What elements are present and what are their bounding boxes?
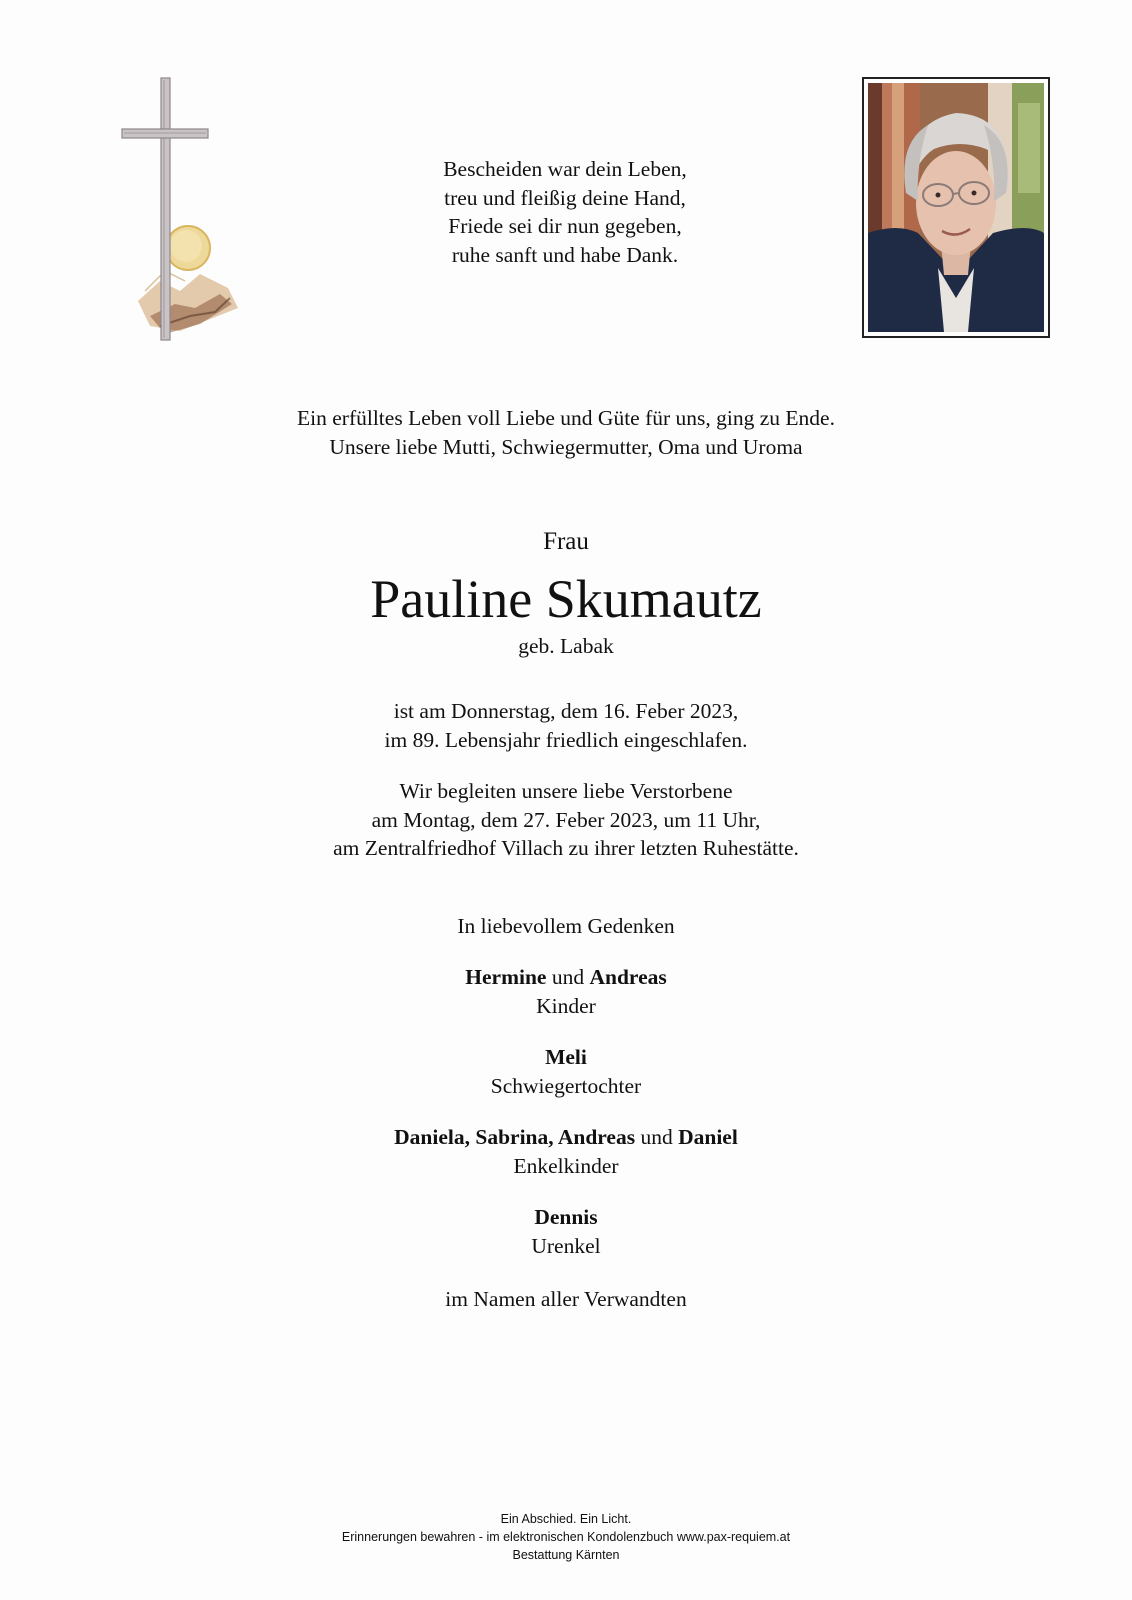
footer-line: Ein Abschied. Ein Licht. [500, 1512, 632, 1526]
family-group-great-grandchild [0, 1203, 1132, 1260]
family-name: Andreas [589, 965, 667, 989]
family-relation: Kinder [536, 993, 596, 1018]
memory-line: In liebevollem Gedenken [457, 914, 675, 938]
deceased-name: Pauline Skumautz [370, 569, 762, 629]
poem-line: Friede sei dir nun gegeben, [448, 214, 682, 238]
family-names [0, 1123, 1132, 1152]
funeral-notice-line: am Zentralfriedhof Villach zu ihrer letzten Ruhestätte. [333, 836, 799, 860]
poem-line: treu und fleißig deine Hand, [444, 185, 686, 210]
portrait-photo-icon [868, 83, 1044, 332]
death-notice-line: ist am Donnerstag, dem 16. Feber 2023, [393, 699, 739, 723]
maiden-name: geb. Labak [518, 634, 614, 658]
poem-line: Bescheiden war dein Leben, [443, 157, 687, 181]
family-group-daughter-in-law [0, 1043, 1132, 1100]
funeral-notice [0, 777, 1132, 863]
family-group-grandchildren [0, 1123, 1132, 1180]
family-connector: und [546, 965, 590, 989]
footer-line: Bestattung Kärnten [512, 1548, 620, 1562]
funeral-notice-line: am Montag, dem 27. Feber 2023, um 11 Uhr, [371, 807, 761, 832]
family-names [0, 1043, 1132, 1072]
portrait-photo [862, 77, 1050, 338]
poem [330, 155, 800, 269]
footer-line: Erinnerungen bewahren - im elektronischen Kondolenzbuch www.pax-requiem.at [341, 1530, 791, 1544]
family-group-children [0, 963, 1132, 1020]
poem-line: ruhe sanft und habe Dank. [451, 242, 679, 267]
family-name: Hermine [465, 965, 547, 989]
footer [0, 1510, 1132, 1564]
family-relation: Enkelkinder [513, 1153, 619, 1178]
family-connector: und [635, 1125, 679, 1149]
family-name: Daniela, Sabrina, Andreas [394, 1125, 636, 1149]
family-names [0, 1203, 1132, 1232]
death-notice-line: im 89. Lebensjahr friedlich eingeschlafen. [384, 727, 748, 752]
family-relation: Urenkel [531, 1233, 601, 1258]
intro-text [0, 404, 1132, 461]
funeral-notice-line: Wir begleiten unsere liebe Verstorbene [399, 779, 733, 803]
death-notice [0, 697, 1132, 754]
closing-line: im Namen aller Verwandten [445, 1287, 687, 1311]
family-name: Meli [545, 1045, 587, 1069]
cross-illustration-icon [120, 76, 245, 346]
family-relation: Schwiegertochter [490, 1073, 642, 1098]
salutation: Frau [543, 528, 589, 555]
family-name: Daniel [678, 1125, 738, 1149]
intro-line: Unsere liebe Mutti, Schwiegermutter, Oma und Uroma [329, 434, 803, 459]
intro-line: Ein erfülltes Leben voll Liebe und Güte für uns, ging zu Ende. [297, 406, 835, 430]
family-name: Dennis [534, 1205, 598, 1229]
family-names [0, 963, 1132, 992]
